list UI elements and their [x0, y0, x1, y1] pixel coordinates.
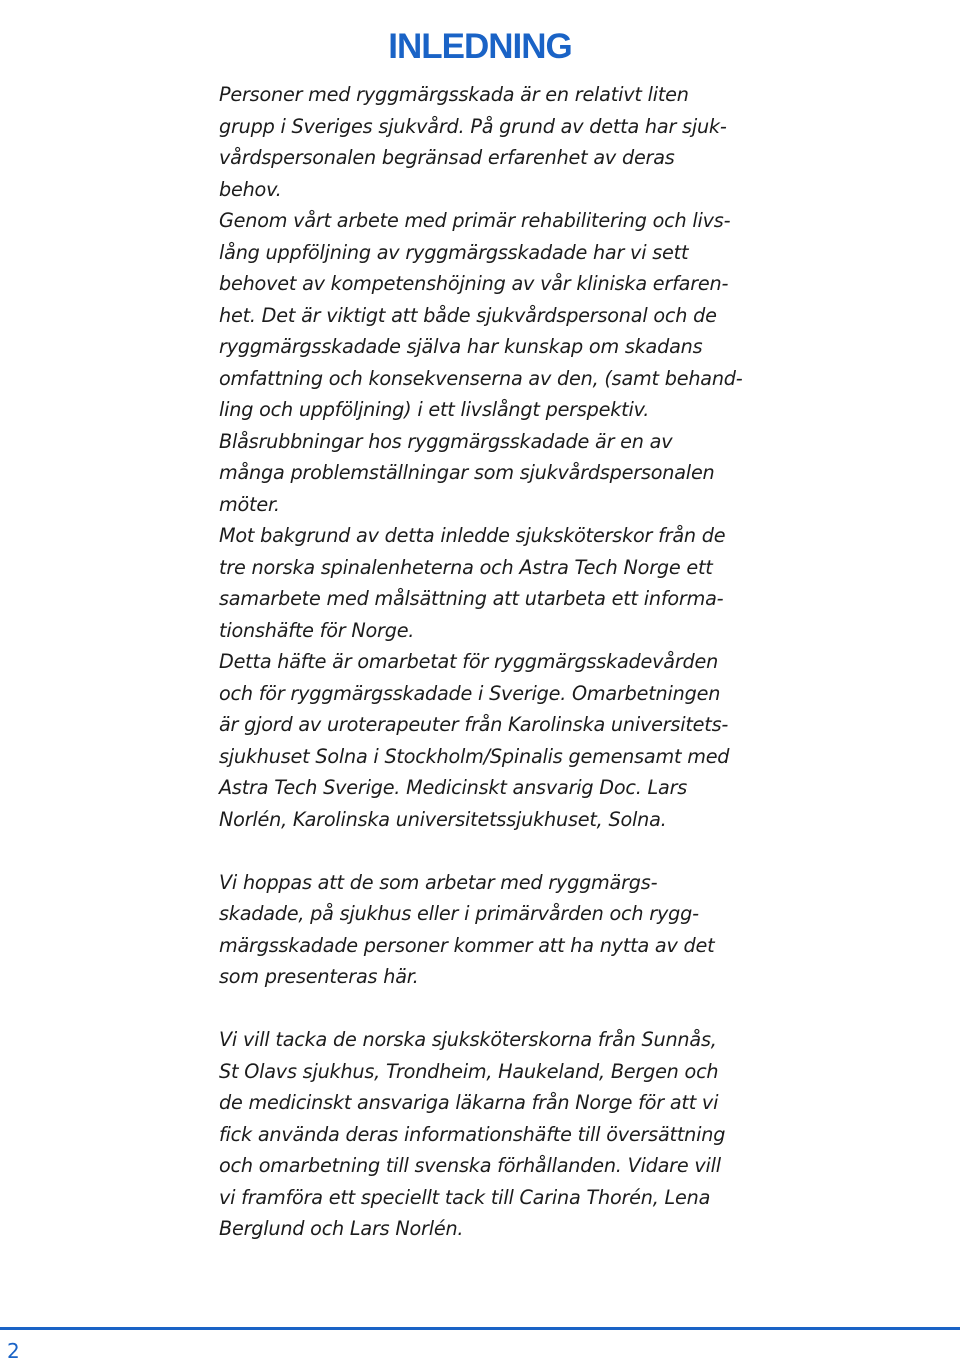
text-line: som presenteras här.: [219, 965, 419, 988]
text-line: är gjord av uroterapeuter från Karolinska universitets-: [219, 713, 729, 736]
text-line: Vi vill tacka de norska sjuksköterskorna från Sunnås,: [219, 1028, 717, 1051]
paragraph-intro: [219, 79, 759, 835]
paragraph-thanks: [219, 1024, 759, 1245]
text-line: Astra Tech Sverige. Medicinskt ansvarig Doc. Lars: [219, 776, 688, 799]
text-line: Detta häfte är omarbetat för ryggmärgsskadevården: [219, 650, 719, 673]
text-line: lång uppföljning av ryggmärgsskadade har vi sett: [219, 240, 689, 264]
text-line: Vi hoppas att de som arbetar med ryggmärgs-: [219, 870, 658, 894]
text-line: vi framföra ett speciellt tack till Carina Thorén, Lena: [219, 1185, 711, 1209]
text-line: Personer med ryggmärgsskada är en relativt liten: [219, 83, 689, 106]
text-line: tionshäfte för Norge.: [219, 618, 415, 642]
text-line: grupp i Sveriges sjukvård. På grund av detta har sjuk-: [219, 114, 727, 138]
text-line: vårdspersonalen begränsad erfarenhet av deras: [219, 146, 675, 169]
text-line: samarbete med målsättning att utarbeta ett informa-: [219, 587, 724, 610]
footer-divider: [0, 1327, 960, 1330]
text-line: möter.: [219, 492, 280, 516]
text-line: St Olavs sjukhus, Trondheim, Haukeland, Bergen och: [219, 1059, 719, 1083]
text-line: Blåsrubbningar hos ryggmärgsskadade är en av: [219, 429, 673, 453]
text-line: Mot bakgrund av detta inledde sjuksköterskor från de: [219, 524, 726, 547]
text-line: skadade, på sjukhus eller i primärvården och rygg-: [219, 902, 699, 925]
text-line: sjukhuset Solna i Stockholm/Spinalis gemensamt med: [219, 744, 730, 768]
text-line: märgsskadade personer kommer att ha nytta av det: [219, 933, 715, 957]
text-line: het. Det är viktigt att både sjukvårdspersonal och de: [219, 303, 717, 327]
text-line: behovet av kompetenshöjning av vår kliniska erfaren-: [219, 272, 729, 295]
text-line: fick använda deras informationshäfte till översättning: [219, 1122, 726, 1146]
text-line: Berglund och Lars Norlén.: [219, 1217, 464, 1240]
page-title: INLEDNING: [388, 27, 572, 67]
text-line: och omarbetning till svenska förhållanden. Vidare vill: [219, 1154, 721, 1177]
text-line: ryggmärgsskadade själva har kunskap om skadans: [219, 335, 703, 358]
body-text: [219, 79, 759, 1245]
text-line: många problemställningar som sjukvårdspersonalen: [219, 461, 715, 484]
text-line: Norlén, Karolinska universitetssjukhuset, Solna.: [219, 807, 667, 831]
text-line: omfattning och konsekvenserna av den, (samt behand-: [219, 366, 743, 390]
text-line: tre norska spinalenheterna och Astra Tech Norge ett: [219, 555, 713, 579]
text-line: och för ryggmärgsskadade i Sverige. Omarbetningen: [219, 681, 721, 705]
paragraph-spacer: [219, 993, 759, 1025]
text-line: behov.: [219, 177, 282, 201]
paragraph-hope: [219, 867, 759, 993]
page-number: 2: [7, 1339, 20, 1363]
text-line: ling och uppföljning) i ett livslångt perspektiv.: [219, 398, 650, 421]
text-line: Genom vårt arbete med primär rehabilitering och livs-: [219, 209, 731, 232]
paragraph-spacer: [219, 835, 759, 867]
text-line: de medicinskt ansvariga läkarna från Norge för att vi: [219, 1091, 719, 1114]
